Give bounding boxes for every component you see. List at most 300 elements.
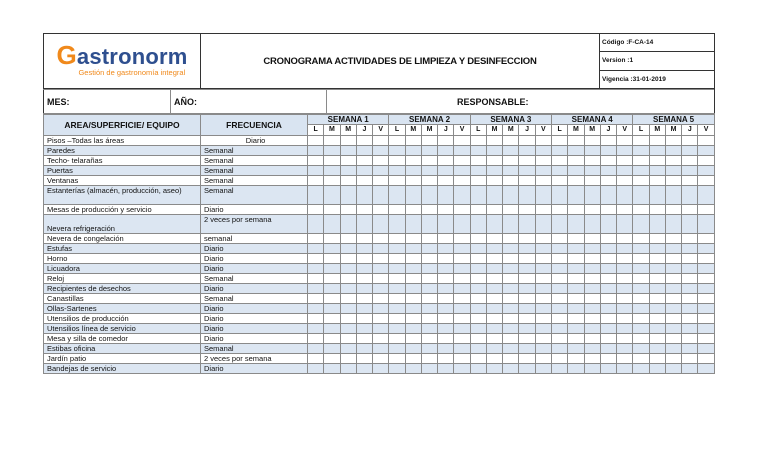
check-cell[interactable] bbox=[698, 354, 714, 364]
check-cell[interactable] bbox=[405, 294, 421, 304]
check-cell[interactable] bbox=[340, 136, 356, 146]
check-cell[interactable] bbox=[584, 304, 600, 314]
check-cell[interactable] bbox=[552, 136, 568, 146]
check-cell[interactable] bbox=[519, 344, 535, 354]
check-cell[interactable] bbox=[519, 274, 535, 284]
check-cell[interactable] bbox=[633, 234, 649, 244]
check-cell[interactable] bbox=[340, 324, 356, 334]
check-cell[interactable] bbox=[649, 364, 665, 374]
check-cell[interactable] bbox=[617, 314, 633, 324]
check-cell[interactable] bbox=[356, 156, 372, 166]
check-cell[interactable] bbox=[356, 304, 372, 314]
check-cell[interactable] bbox=[568, 244, 584, 254]
check-cell[interactable] bbox=[470, 205, 486, 215]
check-cell[interactable] bbox=[356, 176, 372, 186]
check-cell[interactable] bbox=[568, 136, 584, 146]
check-cell[interactable] bbox=[584, 166, 600, 176]
check-cell[interactable] bbox=[633, 284, 649, 294]
check-cell[interactable] bbox=[503, 354, 519, 364]
check-cell[interactable] bbox=[503, 205, 519, 215]
check-cell[interactable] bbox=[519, 244, 535, 254]
check-cell[interactable] bbox=[568, 234, 584, 244]
check-cell[interactable] bbox=[519, 205, 535, 215]
check-cell[interactable] bbox=[405, 334, 421, 344]
check-cell[interactable] bbox=[308, 166, 324, 176]
check-cell[interactable] bbox=[665, 205, 681, 215]
check-cell[interactable] bbox=[324, 354, 340, 364]
check-cell[interactable] bbox=[373, 364, 389, 374]
check-cell[interactable] bbox=[470, 176, 486, 186]
check-cell[interactable] bbox=[519, 136, 535, 146]
check-cell[interactable] bbox=[665, 324, 681, 334]
check-cell[interactable] bbox=[454, 264, 470, 274]
check-cell[interactable] bbox=[340, 186, 356, 205]
check-cell[interactable] bbox=[340, 244, 356, 254]
check-cell[interactable] bbox=[568, 284, 584, 294]
check-cell[interactable] bbox=[340, 344, 356, 354]
check-cell[interactable] bbox=[682, 334, 698, 344]
check-cell[interactable] bbox=[617, 146, 633, 156]
check-cell[interactable] bbox=[308, 304, 324, 314]
check-cell[interactable] bbox=[665, 254, 681, 264]
check-cell[interactable] bbox=[649, 176, 665, 186]
check-cell[interactable] bbox=[438, 244, 454, 254]
check-cell[interactable] bbox=[503, 156, 519, 166]
check-cell[interactable] bbox=[698, 234, 714, 244]
check-cell[interactable] bbox=[308, 156, 324, 166]
check-cell[interactable] bbox=[454, 254, 470, 264]
check-cell[interactable] bbox=[405, 205, 421, 215]
check-cell[interactable] bbox=[324, 186, 340, 205]
check-cell[interactable] bbox=[503, 136, 519, 146]
check-cell[interactable] bbox=[600, 156, 616, 166]
check-cell[interactable] bbox=[617, 344, 633, 354]
check-cell[interactable] bbox=[486, 136, 502, 146]
check-cell[interactable] bbox=[389, 264, 405, 274]
check-cell[interactable] bbox=[340, 274, 356, 284]
check-cell[interactable] bbox=[535, 304, 551, 314]
check-cell[interactable] bbox=[584, 324, 600, 334]
check-cell[interactable] bbox=[340, 176, 356, 186]
check-cell[interactable] bbox=[308, 254, 324, 264]
check-cell[interactable] bbox=[324, 244, 340, 254]
check-cell[interactable] bbox=[405, 215, 421, 234]
check-cell[interactable] bbox=[324, 166, 340, 176]
check-cell[interactable] bbox=[682, 294, 698, 304]
check-cell[interactable] bbox=[454, 156, 470, 166]
check-cell[interactable] bbox=[373, 284, 389, 294]
check-cell[interactable] bbox=[308, 364, 324, 374]
check-cell[interactable] bbox=[584, 284, 600, 294]
check-cell[interactable] bbox=[633, 146, 649, 156]
check-cell[interactable] bbox=[340, 234, 356, 244]
check-cell[interactable] bbox=[405, 274, 421, 284]
check-cell[interactable] bbox=[682, 274, 698, 284]
check-cell[interactable] bbox=[405, 176, 421, 186]
check-cell[interactable] bbox=[486, 234, 502, 244]
check-cell[interactable] bbox=[438, 176, 454, 186]
check-cell[interactable] bbox=[600, 136, 616, 146]
check-cell[interactable] bbox=[308, 324, 324, 334]
check-cell[interactable] bbox=[454, 234, 470, 244]
check-cell[interactable] bbox=[519, 354, 535, 364]
check-cell[interactable] bbox=[324, 344, 340, 354]
check-cell[interactable] bbox=[486, 254, 502, 264]
check-cell[interactable] bbox=[324, 215, 340, 234]
check-cell[interactable] bbox=[470, 264, 486, 274]
check-cell[interactable] bbox=[552, 344, 568, 354]
check-cell[interactable] bbox=[503, 215, 519, 234]
check-cell[interactable] bbox=[486, 176, 502, 186]
check-cell[interactable] bbox=[568, 274, 584, 284]
check-cell[interactable] bbox=[633, 344, 649, 354]
check-cell[interactable] bbox=[389, 284, 405, 294]
check-cell[interactable] bbox=[421, 176, 437, 186]
check-cell[interactable] bbox=[584, 205, 600, 215]
check-cell[interactable] bbox=[617, 186, 633, 205]
check-cell[interactable] bbox=[308, 215, 324, 234]
check-cell[interactable] bbox=[535, 324, 551, 334]
check-cell[interactable] bbox=[405, 254, 421, 264]
check-cell[interactable] bbox=[438, 314, 454, 324]
check-cell[interactable] bbox=[373, 156, 389, 166]
check-cell[interactable] bbox=[356, 264, 372, 274]
check-cell[interactable] bbox=[600, 304, 616, 314]
check-cell[interactable] bbox=[568, 334, 584, 344]
check-cell[interactable] bbox=[324, 264, 340, 274]
check-cell[interactable] bbox=[470, 304, 486, 314]
check-cell[interactable] bbox=[308, 176, 324, 186]
check-cell[interactable] bbox=[649, 146, 665, 156]
check-cell[interactable] bbox=[600, 166, 616, 176]
check-cell[interactable] bbox=[308, 136, 324, 146]
check-cell[interactable] bbox=[552, 314, 568, 324]
check-cell[interactable] bbox=[438, 334, 454, 344]
check-cell[interactable] bbox=[682, 254, 698, 264]
check-cell[interactable] bbox=[600, 344, 616, 354]
check-cell[interactable] bbox=[698, 156, 714, 166]
check-cell[interactable] bbox=[405, 136, 421, 146]
check-cell[interactable] bbox=[665, 234, 681, 244]
check-cell[interactable] bbox=[617, 166, 633, 176]
check-cell[interactable] bbox=[405, 166, 421, 176]
check-cell[interactable] bbox=[324, 324, 340, 334]
check-cell[interactable] bbox=[665, 146, 681, 156]
check-cell[interactable] bbox=[308, 146, 324, 156]
check-cell[interactable] bbox=[503, 294, 519, 304]
check-cell[interactable] bbox=[698, 146, 714, 156]
check-cell[interactable] bbox=[389, 156, 405, 166]
check-cell[interactable] bbox=[373, 234, 389, 244]
check-cell[interactable] bbox=[438, 136, 454, 146]
check-cell[interactable] bbox=[421, 215, 437, 234]
check-cell[interactable] bbox=[438, 234, 454, 244]
check-cell[interactable] bbox=[308, 334, 324, 344]
check-cell[interactable] bbox=[486, 284, 502, 294]
check-cell[interactable] bbox=[600, 205, 616, 215]
check-cell[interactable] bbox=[454, 136, 470, 146]
check-cell[interactable] bbox=[552, 205, 568, 215]
check-cell[interactable] bbox=[535, 344, 551, 354]
check-cell[interactable] bbox=[665, 156, 681, 166]
check-cell[interactable] bbox=[486, 294, 502, 304]
check-cell[interactable] bbox=[454, 284, 470, 294]
check-cell[interactable] bbox=[584, 354, 600, 364]
check-cell[interactable] bbox=[633, 354, 649, 364]
check-cell[interactable] bbox=[665, 244, 681, 254]
check-cell[interactable] bbox=[470, 354, 486, 364]
check-cell[interactable] bbox=[584, 294, 600, 304]
check-cell[interactable] bbox=[324, 156, 340, 166]
check-cell[interactable] bbox=[438, 254, 454, 264]
check-cell[interactable] bbox=[519, 314, 535, 324]
check-cell[interactable] bbox=[682, 354, 698, 364]
check-cell[interactable] bbox=[470, 146, 486, 156]
check-cell[interactable] bbox=[568, 254, 584, 264]
check-cell[interactable] bbox=[438, 166, 454, 176]
check-cell[interactable] bbox=[682, 136, 698, 146]
check-cell[interactable] bbox=[698, 136, 714, 146]
check-cell[interactable] bbox=[682, 205, 698, 215]
check-cell[interactable] bbox=[568, 364, 584, 374]
check-cell[interactable] bbox=[373, 244, 389, 254]
check-cell[interactable] bbox=[438, 304, 454, 314]
check-cell[interactable] bbox=[698, 284, 714, 294]
check-cell[interactable] bbox=[340, 294, 356, 304]
check-cell[interactable] bbox=[519, 156, 535, 166]
check-cell[interactable] bbox=[584, 234, 600, 244]
check-cell[interactable] bbox=[617, 176, 633, 186]
check-cell[interactable] bbox=[600, 294, 616, 304]
check-cell[interactable] bbox=[405, 244, 421, 254]
check-cell[interactable] bbox=[552, 304, 568, 314]
check-cell[interactable] bbox=[552, 324, 568, 334]
check-cell[interactable] bbox=[438, 264, 454, 274]
check-cell[interactable] bbox=[340, 146, 356, 156]
check-cell[interactable] bbox=[600, 284, 616, 294]
check-cell[interactable] bbox=[600, 324, 616, 334]
check-cell[interactable] bbox=[356, 205, 372, 215]
check-cell[interactable] bbox=[405, 186, 421, 205]
check-cell[interactable] bbox=[633, 244, 649, 254]
check-cell[interactable] bbox=[600, 274, 616, 284]
check-cell[interactable] bbox=[470, 284, 486, 294]
check-cell[interactable] bbox=[535, 186, 551, 205]
check-cell[interactable] bbox=[356, 354, 372, 364]
check-cell[interactable] bbox=[324, 146, 340, 156]
check-cell[interactable] bbox=[356, 146, 372, 156]
check-cell[interactable] bbox=[649, 284, 665, 294]
check-cell[interactable] bbox=[470, 136, 486, 146]
check-cell[interactable] bbox=[649, 156, 665, 166]
check-cell[interactable] bbox=[682, 176, 698, 186]
check-cell[interactable] bbox=[405, 364, 421, 374]
check-cell[interactable] bbox=[617, 334, 633, 344]
check-cell[interactable] bbox=[308, 264, 324, 274]
check-cell[interactable] bbox=[324, 304, 340, 314]
check-cell[interactable] bbox=[617, 244, 633, 254]
check-cell[interactable] bbox=[503, 314, 519, 324]
check-cell[interactable] bbox=[617, 354, 633, 364]
check-cell[interactable] bbox=[584, 136, 600, 146]
check-cell[interactable] bbox=[600, 244, 616, 254]
check-cell[interactable] bbox=[617, 324, 633, 334]
check-cell[interactable] bbox=[356, 244, 372, 254]
check-cell[interactable] bbox=[682, 244, 698, 254]
check-cell[interactable] bbox=[389, 294, 405, 304]
check-cell[interactable] bbox=[389, 304, 405, 314]
check-cell[interactable] bbox=[486, 156, 502, 166]
check-cell[interactable] bbox=[698, 364, 714, 374]
check-cell[interactable] bbox=[633, 205, 649, 215]
check-cell[interactable] bbox=[519, 215, 535, 234]
check-cell[interactable] bbox=[568, 264, 584, 274]
check-cell[interactable] bbox=[373, 274, 389, 284]
check-cell[interactable] bbox=[503, 304, 519, 314]
check-cell[interactable] bbox=[421, 364, 437, 374]
check-cell[interactable] bbox=[600, 254, 616, 264]
check-cell[interactable] bbox=[535, 166, 551, 176]
check-cell[interactable] bbox=[584, 264, 600, 274]
check-cell[interactable] bbox=[649, 334, 665, 344]
check-cell[interactable] bbox=[486, 186, 502, 205]
check-cell[interactable] bbox=[698, 176, 714, 186]
check-cell[interactable] bbox=[470, 324, 486, 334]
check-cell[interactable] bbox=[568, 294, 584, 304]
check-cell[interactable] bbox=[617, 254, 633, 264]
check-cell[interactable] bbox=[486, 274, 502, 284]
check-cell[interactable] bbox=[356, 254, 372, 264]
check-cell[interactable] bbox=[340, 166, 356, 176]
check-cell[interactable] bbox=[503, 264, 519, 274]
check-cell[interactable] bbox=[633, 324, 649, 334]
check-cell[interactable] bbox=[470, 186, 486, 205]
check-cell[interactable] bbox=[682, 215, 698, 234]
check-cell[interactable] bbox=[389, 166, 405, 176]
check-cell[interactable] bbox=[438, 156, 454, 166]
check-cell[interactable] bbox=[454, 344, 470, 354]
check-cell[interactable] bbox=[665, 176, 681, 186]
check-cell[interactable] bbox=[617, 274, 633, 284]
check-cell[interactable] bbox=[600, 264, 616, 274]
check-cell[interactable] bbox=[470, 166, 486, 176]
check-cell[interactable] bbox=[324, 334, 340, 344]
check-cell[interactable] bbox=[568, 344, 584, 354]
check-cell[interactable] bbox=[568, 304, 584, 314]
check-cell[interactable] bbox=[649, 205, 665, 215]
check-cell[interactable] bbox=[633, 136, 649, 146]
check-cell[interactable] bbox=[682, 146, 698, 156]
check-cell[interactable] bbox=[535, 294, 551, 304]
check-cell[interactable] bbox=[519, 146, 535, 156]
check-cell[interactable] bbox=[389, 205, 405, 215]
check-cell[interactable] bbox=[617, 364, 633, 374]
check-cell[interactable] bbox=[568, 215, 584, 234]
check-cell[interactable] bbox=[308, 354, 324, 364]
check-cell[interactable] bbox=[454, 364, 470, 374]
check-cell[interactable] bbox=[324, 205, 340, 215]
check-cell[interactable] bbox=[438, 354, 454, 364]
check-cell[interactable] bbox=[682, 166, 698, 176]
check-cell[interactable] bbox=[519, 294, 535, 304]
check-cell[interactable] bbox=[356, 234, 372, 244]
check-cell[interactable] bbox=[552, 215, 568, 234]
check-cell[interactable] bbox=[584, 215, 600, 234]
check-cell[interactable] bbox=[421, 294, 437, 304]
check-cell[interactable] bbox=[486, 354, 502, 364]
check-cell[interactable] bbox=[308, 294, 324, 304]
check-cell[interactable] bbox=[649, 264, 665, 274]
check-cell[interactable] bbox=[584, 314, 600, 324]
check-cell[interactable] bbox=[373, 166, 389, 176]
check-cell[interactable] bbox=[600, 354, 616, 364]
check-cell[interactable] bbox=[373, 215, 389, 234]
check-cell[interactable] bbox=[470, 156, 486, 166]
check-cell[interactable] bbox=[535, 274, 551, 284]
check-cell[interactable] bbox=[535, 334, 551, 344]
check-cell[interactable] bbox=[454, 176, 470, 186]
check-cell[interactable] bbox=[600, 215, 616, 234]
check-cell[interactable] bbox=[421, 334, 437, 344]
check-cell[interactable] bbox=[535, 314, 551, 324]
check-cell[interactable] bbox=[665, 354, 681, 364]
check-cell[interactable] bbox=[665, 274, 681, 284]
check-cell[interactable] bbox=[519, 284, 535, 294]
check-cell[interactable] bbox=[649, 344, 665, 354]
check-cell[interactable] bbox=[649, 166, 665, 176]
check-cell[interactable] bbox=[405, 234, 421, 244]
check-cell[interactable] bbox=[373, 344, 389, 354]
check-cell[interactable] bbox=[649, 314, 665, 324]
check-cell[interactable] bbox=[552, 274, 568, 284]
check-cell[interactable] bbox=[698, 314, 714, 324]
check-cell[interactable] bbox=[535, 264, 551, 274]
check-cell[interactable] bbox=[665, 364, 681, 374]
check-cell[interactable] bbox=[405, 284, 421, 294]
check-cell[interactable] bbox=[617, 215, 633, 234]
check-cell[interactable] bbox=[698, 244, 714, 254]
check-cell[interactable] bbox=[454, 244, 470, 254]
check-cell[interactable] bbox=[438, 186, 454, 205]
check-cell[interactable] bbox=[356, 314, 372, 324]
check-cell[interactable] bbox=[617, 136, 633, 146]
check-cell[interactable] bbox=[568, 166, 584, 176]
check-cell[interactable] bbox=[470, 344, 486, 354]
check-cell[interactable] bbox=[584, 274, 600, 284]
check-cell[interactable] bbox=[600, 364, 616, 374]
check-cell[interactable] bbox=[600, 146, 616, 156]
check-cell[interactable] bbox=[389, 244, 405, 254]
check-cell[interactable] bbox=[552, 284, 568, 294]
check-cell[interactable] bbox=[552, 334, 568, 344]
check-cell[interactable] bbox=[698, 254, 714, 264]
check-cell[interactable] bbox=[633, 166, 649, 176]
check-cell[interactable] bbox=[486, 244, 502, 254]
check-cell[interactable] bbox=[617, 205, 633, 215]
check-cell[interactable] bbox=[454, 166, 470, 176]
check-cell[interactable] bbox=[552, 166, 568, 176]
check-cell[interactable] bbox=[470, 215, 486, 234]
check-cell[interactable] bbox=[421, 274, 437, 284]
check-cell[interactable] bbox=[454, 304, 470, 314]
check-cell[interactable] bbox=[454, 334, 470, 344]
check-cell[interactable] bbox=[584, 364, 600, 374]
check-cell[interactable] bbox=[665, 344, 681, 354]
check-cell[interactable] bbox=[503, 176, 519, 186]
check-cell[interactable] bbox=[486, 324, 502, 334]
check-cell[interactable] bbox=[535, 146, 551, 156]
check-cell[interactable] bbox=[584, 186, 600, 205]
